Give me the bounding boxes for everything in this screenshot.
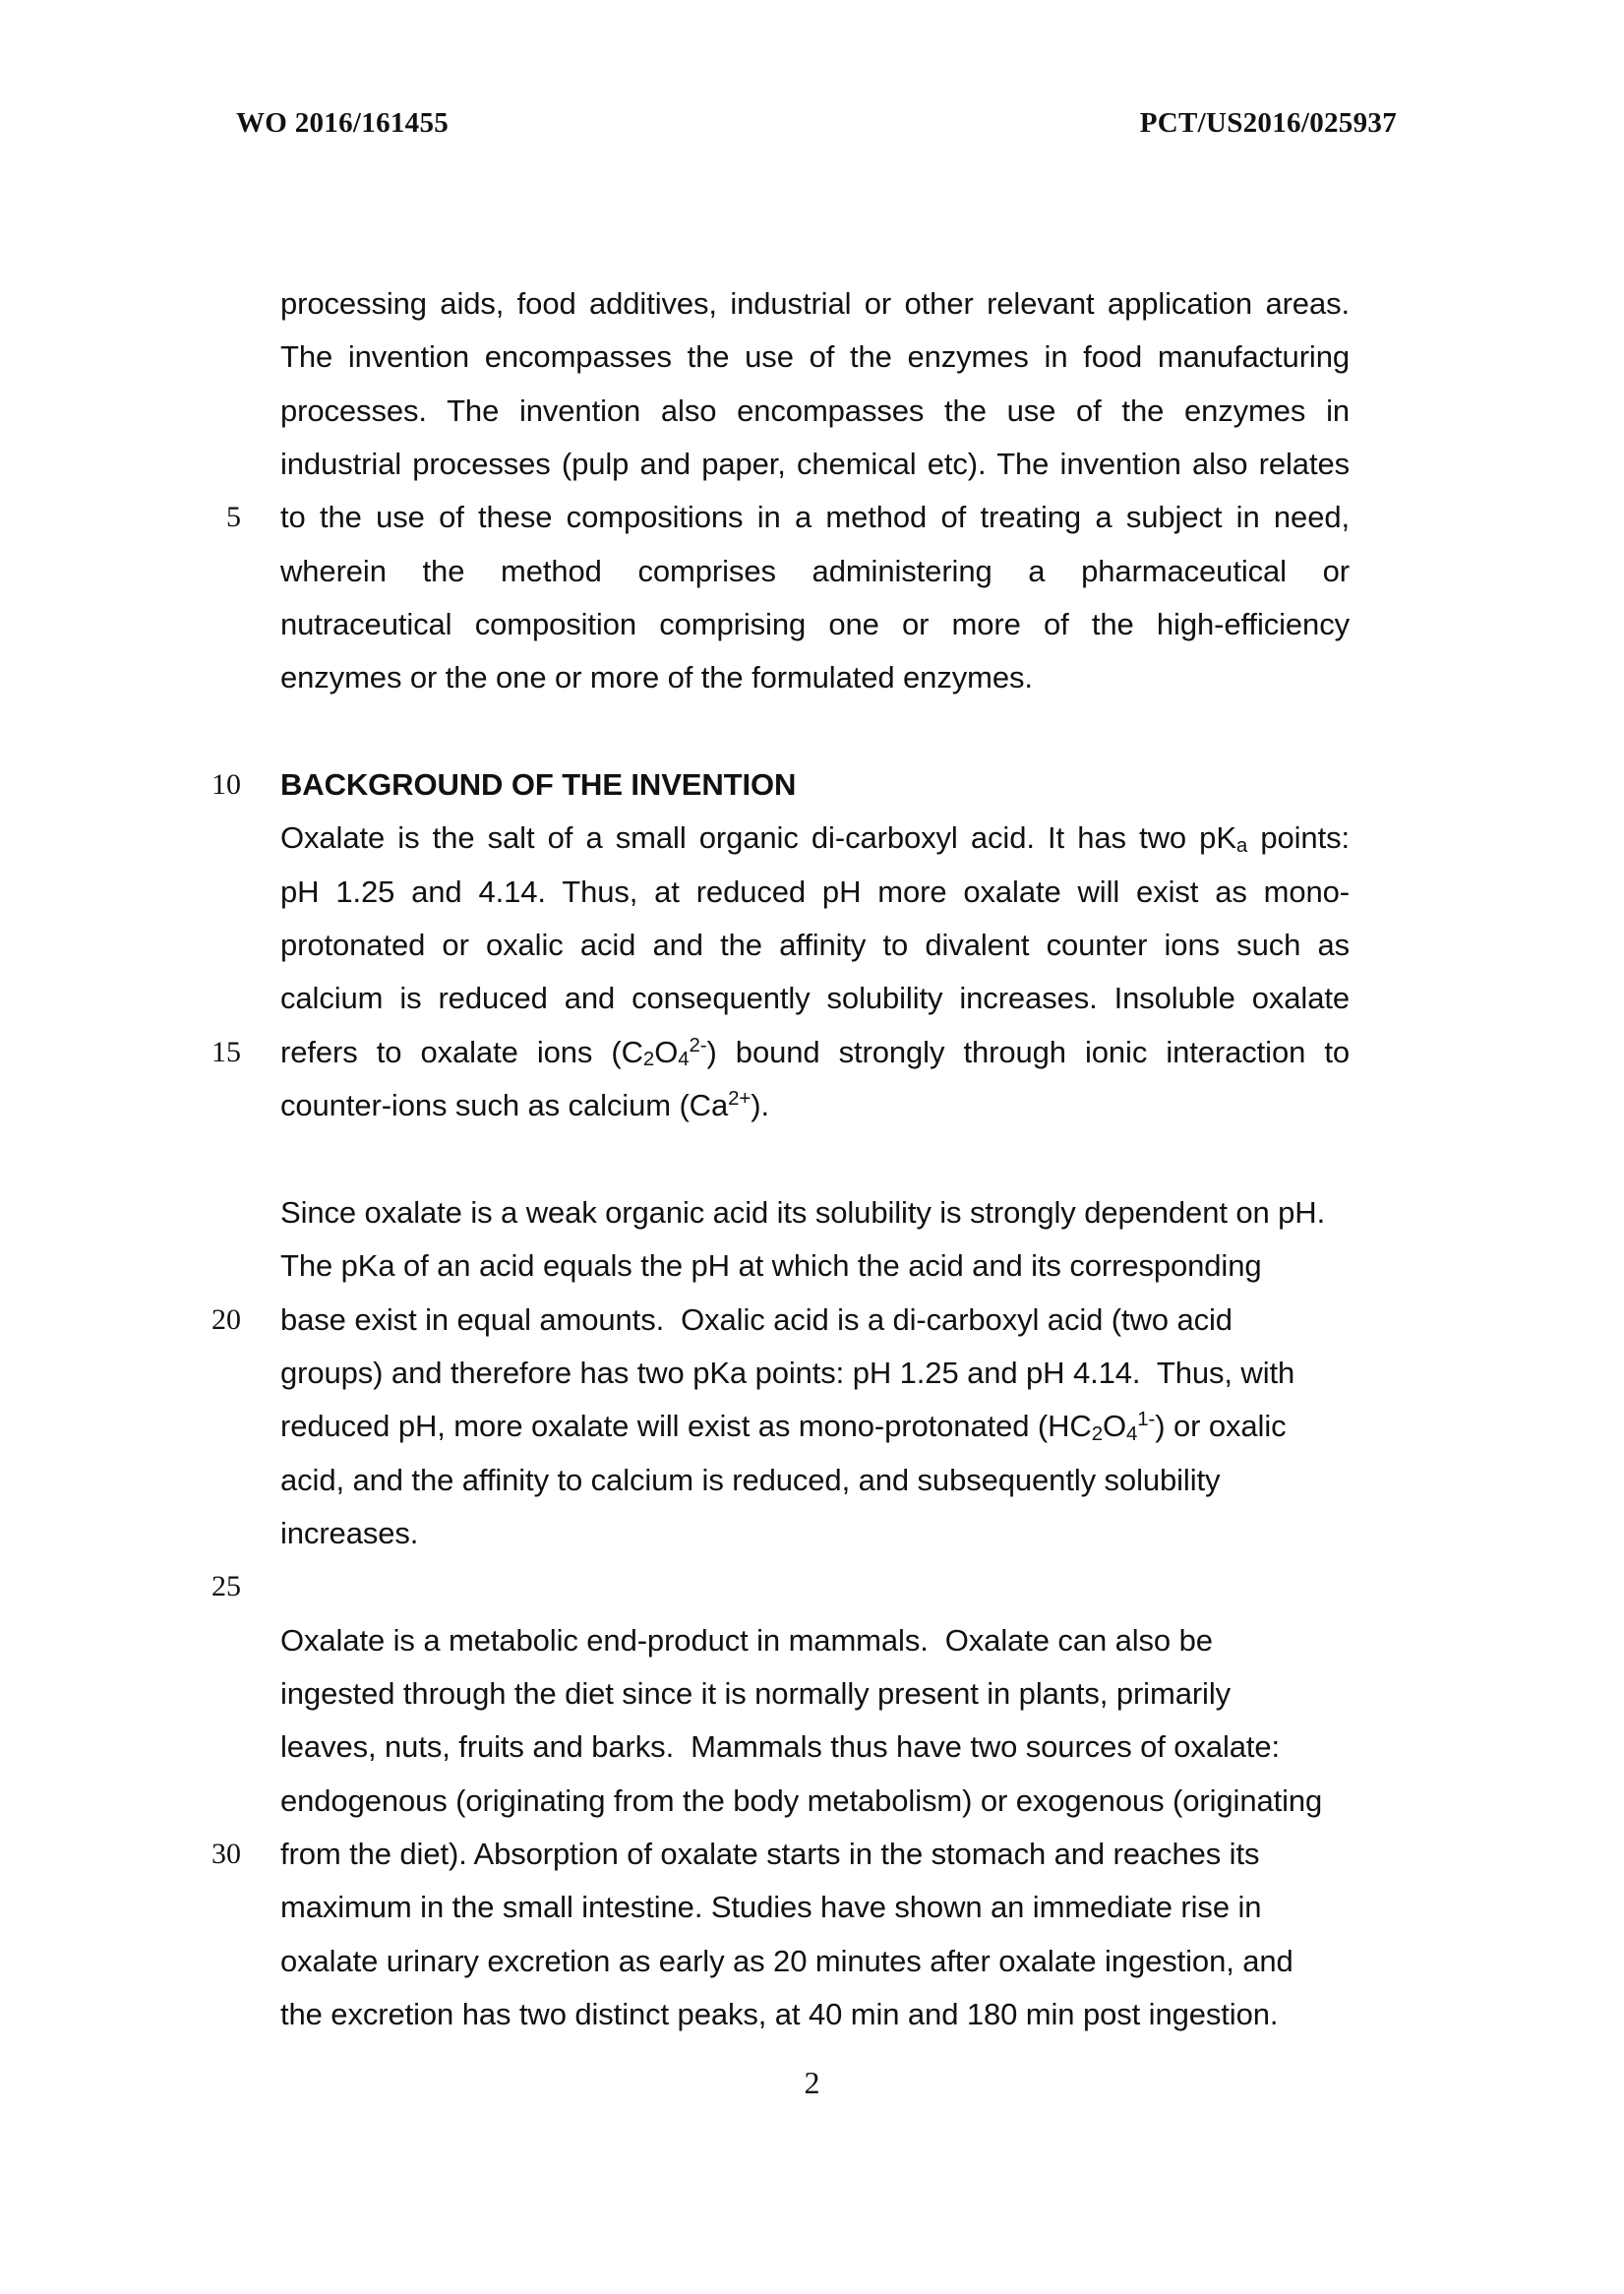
margin-line-number [187,598,241,651]
line-text: pH 1.25 and 4.14. Thus, at reduced pH more oxalate will exist as mono- [280,874,1350,909]
document-text-body [187,277,1350,2041]
margin-line-number: 20 [211,1302,241,1336]
margin-line-number [187,1133,241,1186]
text-line [187,866,1350,919]
margin-line-number [187,1239,241,1293]
subscript-text: 4 [678,1048,690,1071]
line-text: refers to oxalate ions $(C_2O_4^{2-})$ bound strongly through ionic interaction to [280,1033,1350,1071]
text-line [187,1294,1350,1347]
application-number: PCT/US2016/025937 [1139,107,1397,139]
line-text: The pKa of an acid equals the pH at which the acid and its corresponding [280,1248,1262,1284]
text-line [187,1239,1350,1293]
margin-line-number: 30 [211,1837,241,1870]
superscript-text: 1- [1137,1407,1156,1430]
section-heading-line [187,758,1350,812]
line-text: from the diet). Absorption of oxalate starts in the stomach and reaches its [280,1836,1260,1871]
margin-line-number [187,1347,241,1400]
publication-number: WO 2016/161455 [236,107,450,139]
text-line [187,331,1350,384]
text-line [187,812,1350,865]
line-text: calcium is reduced and consequently solubility increases. Insoluble oxalate [280,981,1350,1016]
line-text: acid, and the affinity to calcium is reduced, and subsequently solubility [280,1462,1221,1497]
margin-line-number [187,1881,241,1934]
line-text: the excretion has two distinct peaks, at 40 min and 180 min post ingestion. [280,1997,1279,2031]
line-text: processing aids, food additives, industrial or other relevant application areas. [280,286,1350,321]
line-text: industrial processes (pulp and paper, chemical etc). The invention also relates [280,447,1350,482]
page-header [236,106,1397,140]
text-line [187,1133,1350,1186]
margin-line-number [187,972,241,1025]
text-line [187,1720,1350,1774]
margin-line-number [187,919,241,972]
margin-line-number [187,812,241,865]
text-line [187,277,1350,331]
margin-line-number [187,545,241,598]
text-line [187,1347,1350,1400]
line-text: maximum in the small intestine. Studies have shown an immediate rise in [280,1890,1262,1925]
text-line [187,545,1350,598]
text-line [187,1614,1350,1667]
line-text: to the use of these compositions in a method of treating a subject in need, [280,500,1350,535]
margin-line-number [187,1400,241,1453]
subscript-text: 4 [1126,1421,1138,1445]
margin-line-number [187,1720,241,1774]
text-line [187,438,1350,491]
text-line [187,1026,1350,1079]
text-line [187,1988,1350,2041]
subscript-text: 2 [642,1048,655,1071]
margin-line-number [187,866,241,919]
text-line [187,385,1350,438]
line-text: Oxalate is a metabolic end-product in mammals. Oxalate can also be [280,1622,1213,1658]
margin-line-number: 10 [211,768,241,802]
superscript-text: 2- [689,1033,707,1056]
margin-line-number [187,1507,241,1560]
text-line [187,1454,1350,1507]
text-line [187,1828,1350,1881]
line-text: base exist in equal amounts. Oxalic acid is a di-carboxyl acid (two acid [280,1301,1233,1337]
margin-line-number: 25 [211,1570,241,1603]
text-line [187,919,1350,972]
line-text: increases. [280,1515,419,1550]
margin-line-number [187,1614,241,1667]
margin-line-number: 15 [211,1035,241,1068]
line-text [280,1133,1350,1186]
text-line [187,1775,1350,1828]
line-text [280,1560,1350,1613]
margin-line-number [187,385,241,438]
text-line [187,1667,1350,1720]
text-line [187,1507,1350,1560]
margin-line-number [187,651,241,704]
text-line [187,1079,1350,1132]
margin-line-number [187,1079,241,1132]
text-line [187,491,1350,544]
line-text: counter-ions such as calcium $(Ca^{2+})$. [280,1086,769,1123]
text-line [187,1935,1350,1988]
text-line [187,972,1350,1025]
line-text: The invention encompasses the use of the enzymes in food manufacturing [280,339,1350,375]
line-text: Since oxalate is a weak organic acid its solubility is strongly dependent on pH. [280,1194,1326,1230]
margin-line-number [187,1186,241,1239]
margin-line-number [187,1454,241,1507]
margin-line-number: 5 [226,501,241,534]
line-text: leaves, nuts, fruits and barks. Mammals thus have two sources of oxalate: [280,1729,1281,1765]
text-line [187,1881,1350,1934]
margin-line-number [187,1775,241,1828]
margin-line-number [187,1667,241,1720]
superscript-text: 2+ [728,1086,752,1110]
margin-line-number [187,277,241,331]
text-line [187,1186,1350,1239]
line-text: reduced pH, more oxalate will exist as mono-protonated $(HC_2O_4^{1-})$ or oxalic [280,1407,1287,1445]
line-text: protonated or oxalic acid and the affinity to divalent counter ions such as [280,928,1350,963]
text-line [187,705,1350,758]
line-text [280,705,1350,758]
margin-line-number [187,438,241,491]
text-line [187,598,1350,651]
line-text: enzymes or the one or more of the formulated enzymes. [280,660,1033,695]
line-text: wherein the method comprises administering a pharmaceutical or [280,553,1350,588]
line-text: Oxalate is the salt of a small organic di-carboxyl acid. It has two $pK_a$ points: [280,820,1350,858]
line-text: processes. The invention also encompasses the use of the enzymes in [280,392,1350,428]
margin-line-number [187,331,241,384]
section-heading-text: BACKGROUND OF THE INVENTION [280,767,797,803]
line-text: ingested through the diet since it is normally present in plants, primarily [280,1675,1232,1711]
margin-line-number [187,1935,241,1988]
subscript-text: a [1235,834,1248,858]
margin-line-number [187,705,241,758]
line-text: groups) and therefore has two pKa points: pH 1.25 and pH 4.14. Thus, with [280,1355,1295,1390]
line-text: nutraceutical composition comprising one or more of the high-efficiency [280,607,1350,642]
page-number: 2 [804,2065,820,2100]
text-line [187,1400,1350,1453]
text-line [187,1560,1350,1613]
margin-line-number [187,1988,241,2041]
line-text: endogenous (originating from the body metabolism) or exogenous (originating [280,1782,1323,1818]
subscript-text: 2 [1091,1421,1103,1445]
line-text: oxalate urinary excretion as early as 20 minutes after oxalate ingestion, and [280,1943,1293,1978]
text-line [187,651,1350,704]
